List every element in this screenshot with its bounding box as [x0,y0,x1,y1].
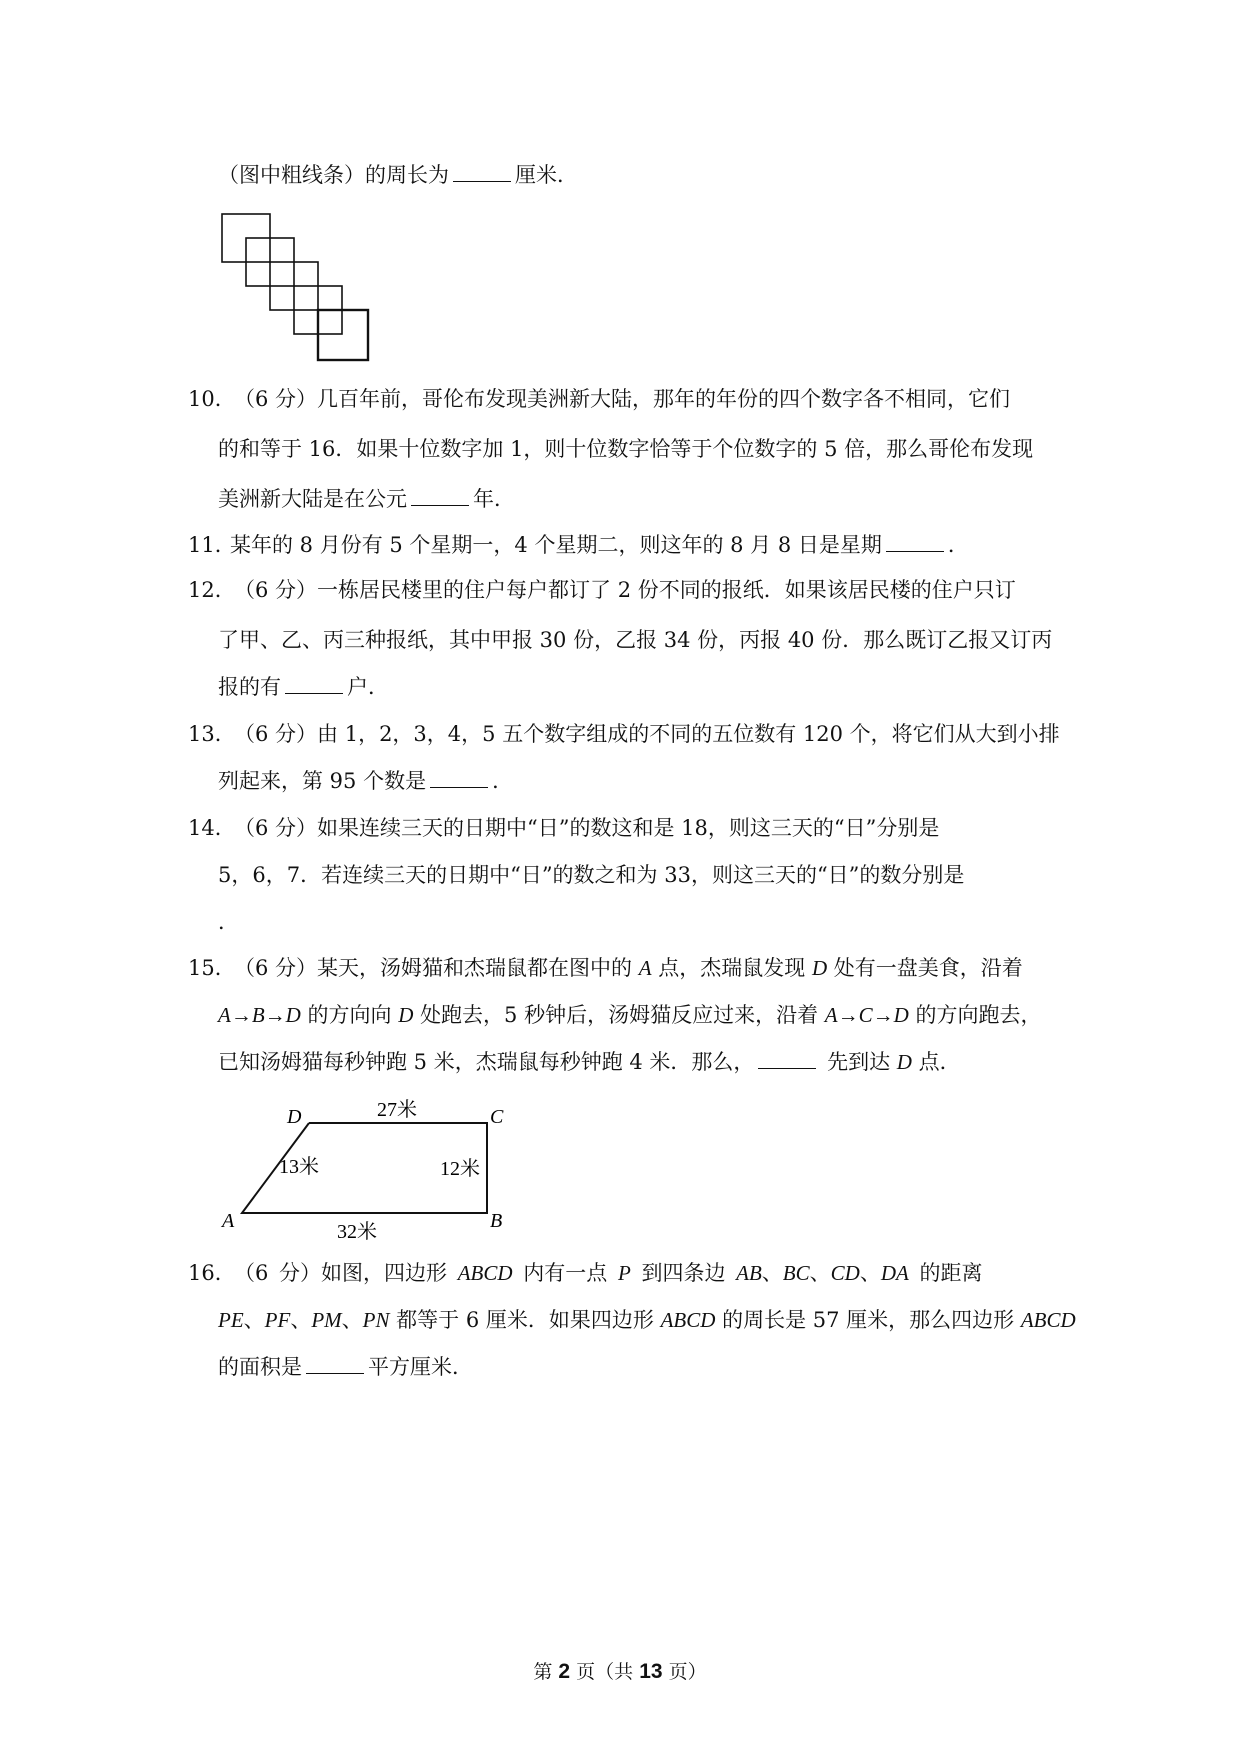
q15-number: 15． [188,956,236,980]
q12-line-3 [218,672,389,702]
q15-l3-d: D [896,1050,912,1074]
q15-line-1 [234,953,1023,983]
q16-l1-c: 内有一点 [523,1261,608,1285]
page-footer [0,1659,1240,1685]
q12-line-2: 了甲、乙、丙三种报纸，其中甲报 30 份，乙报 34 份，丙报 40 份．那么既订乙报又订丙 [218,628,1053,652]
footer-total-pages: 13 [639,1660,663,1683]
q16-pn: PN [362,1308,390,1332]
q16-l1-a: （6 分）如图，四边形 [234,1261,448,1285]
q10-line-3 [218,484,515,514]
q15-l1-c: 点，杰瑞鼠发现 [658,956,806,980]
q16-abcd-2: ABCD [660,1308,716,1332]
q13-number: 13． [188,722,236,746]
q15-l2-d: D [398,1003,414,1027]
q16-point-p: P [617,1261,631,1285]
footer-page-number: 2 [558,1660,571,1683]
label-bottom-32: 32米 [337,1221,377,1243]
q13-line-1: （6 分）由 1，2，3，4，5 五个数字组成的不同的五位数有 120 个，将它们从大到小排 [234,722,1060,746]
q16-sep-1: 、 [761,1261,783,1285]
q16-l1-e: 到四条边 [641,1261,726,1285]
q16-l3-a: 的面积是 [218,1355,302,1379]
q16-pm: PM [311,1308,342,1332]
q16-l2-j: 的周长是 57 厘米，那么四边形 [722,1308,1015,1332]
q15-answer-blank[interactable] [758,1048,816,1069]
staircase-squares-figure [218,210,378,370]
q15-l1-e: 处有一盘美食，沿着 [833,956,1023,980]
label-top-27: 27米 [377,1099,417,1121]
q16-answer-blank[interactable] [306,1353,364,1374]
q14-line-2: 5，6，7．若连续三天的日期中“日”的数之和为 33，则这三天的“日”的数分别是 [218,863,965,887]
q12-line-3-unit: 户． [347,675,389,699]
vertex-b: B [490,1210,503,1232]
q16-l3-b: 平方厘米． [368,1355,473,1379]
footer-prefix: 第 [533,1661,553,1683]
q12-number: 12． [188,578,236,602]
q13-line-2-end: ． [492,769,514,793]
q15-l2-d-text: 处跑去，5 秒钟后，汤姆猫反应过来，沿着 [420,1003,819,1027]
q15-point-a: A [638,956,652,980]
q15-point-d: D [811,956,828,980]
footer-middle: 页（共 [576,1661,634,1683]
q15-l3-b: 先到达 [827,1050,891,1074]
q16-side-ab: AB [736,1261,762,1285]
q9-unit: 厘米． [515,163,578,187]
q9-text-lead: （图中粗线条）的周长为 [218,163,449,187]
q16-sep-4: 、 [243,1308,265,1332]
q16-line-1 [234,1258,983,1288]
q16-sep-2: 、 [809,1261,831,1285]
q10-line-1: （6 分）几百年前，哥伦布发现美洲新大陆，那年的年份的四个数字各不相同，它们 [234,387,1011,411]
q16-number: 16． [188,1261,236,1285]
label-right-12: 12米 [440,1158,480,1180]
q15-l1-a: （6 分）某天，汤姆猫和杰瑞鼠都在图中的 [234,956,633,980]
square-5 [318,310,368,360]
q15-line-2 [218,1000,1041,1030]
q14-line-1: （6 分）如果连续三天的日期中“日”的数这和是 18，则这三天的“日”分别是 [234,816,940,840]
q15-route-jerry: A→B→D [218,1003,301,1027]
q15-line-3 [218,1047,961,1077]
q16-abcd-1: ABCD [457,1261,513,1285]
vertex-a: A [222,1210,235,1232]
q11-line-1-lead: 某年的 8 月份有 5 个星期一，4 个星期二，则这年的 8 月 8 日是星期 [230,533,882,557]
q10-answer-blank[interactable] [411,485,469,506]
q16-side-bc: BC [782,1261,810,1285]
q10-line-2: 的和等于 16．如果十位数字加 1，则十位数字恰等于个位数字的 5 倍，那么哥伦布发现 [218,437,1034,461]
footer-suffix: 页） [668,1661,707,1683]
q9-answer-blank[interactable] [453,161,511,182]
q16-abcd-3: ABCD [1020,1308,1076,1332]
q10-number: 10． [188,387,236,411]
q16-l1-m: 的距离 [919,1261,983,1285]
q12-answer-blank[interactable] [285,673,343,694]
q13-line-2 [218,766,513,796]
q16-pf: PF [264,1308,291,1332]
q12-line-1: （6 分）一栋居民楼里的住户每户都订了 2 份不同的报纸．如果该居民楼的住户只订 [234,578,1016,602]
vertex-c: C [490,1106,504,1128]
q15-l2-b: 的方向向 [307,1003,392,1027]
q16-l2-h: 都等于 6 厘米．如果四边形 [396,1308,654,1332]
q16-side-da: DA [880,1261,909,1285]
q14-line-3: ． [218,910,239,934]
label-left-13: 13米 [279,1156,319,1178]
q15-l3-end: 点． [918,1050,961,1074]
q16-sep-5: 、 [290,1308,312,1332]
q15-route-tom: A→C→D [824,1003,909,1027]
q11-answer-blank[interactable] [886,531,944,552]
q11-number: 11． [188,533,236,557]
q12-line-3-lead: 报的有 [218,675,281,699]
q13-line-2-lead: 列起来，第 95 个数是 [218,769,427,793]
q16-sep-3: 、 [859,1261,881,1285]
q9-text [218,160,578,190]
q16-line-2 [218,1305,1076,1335]
q11-line-1-end: ． [947,533,969,557]
q16-sep-6: 、 [341,1308,363,1332]
trapezoid-figure [212,1090,512,1250]
q10-line-3-lead: 美洲新大陆是在公元 [218,487,407,511]
q14-number: 14． [188,816,236,840]
q16-pe: PE [218,1308,244,1332]
q11-line-1 [230,530,969,560]
q10-line-3-unit: 年． [473,487,515,511]
q16-line-3 [218,1352,473,1382]
q15-l3-a: 已知汤姆猫每秒钟跑 5 米，杰瑞鼠每秒钟跑 4 米．那么， [218,1050,755,1074]
q16-side-cd: CD [830,1261,860,1285]
q13-answer-blank[interactable] [430,767,488,788]
q15-l2-f: 的方向跑去， [915,1003,1042,1027]
vertex-d: D [287,1106,302,1128]
